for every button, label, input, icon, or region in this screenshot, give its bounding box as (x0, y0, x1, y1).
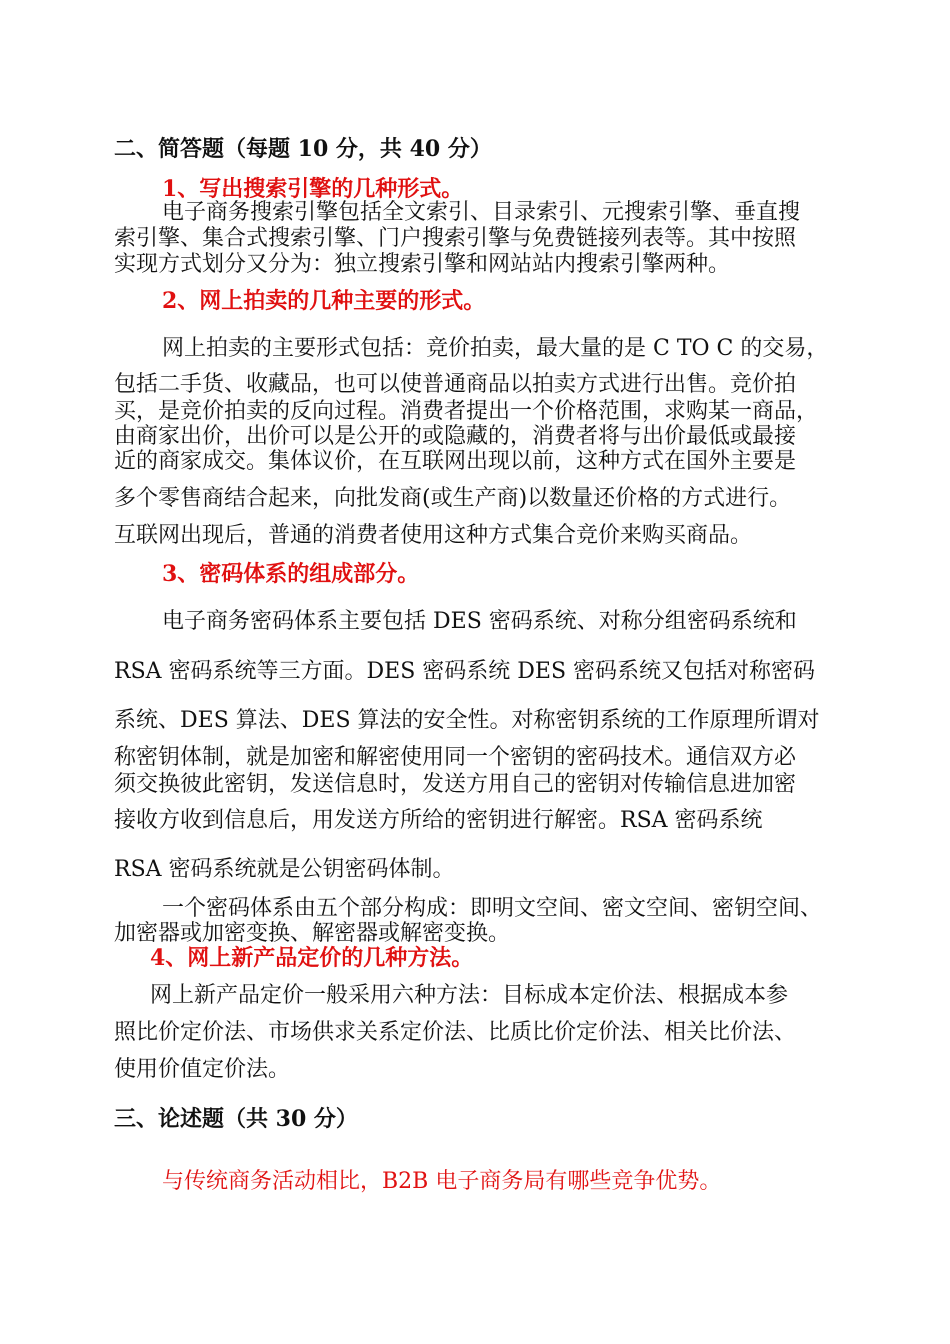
answer-2-line: 近的商家成交。集体议价，在互联网出现以前，这种方式在国外主要是 (114, 449, 797, 474)
answer-3-line: 须交换彼此密钥，发送信息时，发送方用自己的密钥对传输信息进加密 (114, 772, 797, 797)
answer-3-line: 加密器或加密变换、解密器或解密变换。 (114, 921, 511, 946)
answer-3-line: 接收方收到信息后，用发送方所给的密钥进行解密。RSA 密码系统 (114, 808, 763, 833)
question-4-title: 4、网上新产品定价的几种方法。 (150, 945, 474, 971)
answer-1-line: 实现方式划分又分为：独立搜索引擎和网站站内搜索引擎两种。 (114, 252, 731, 277)
section-2-heading: 二、简答题（每题 10 分，共 40 分） (114, 136, 492, 162)
answer-3-line: 系统、DES 算法、DES 算法的安全性。对称密钥系统的工作原理所谓对 (114, 708, 820, 733)
question-1-title: 1、写出搜索引擎的几种形式。 (162, 176, 464, 202)
answer-4-line: 照比价定价法、市场供求关系定价法、比质比价定价法、相关比价法、 (114, 1020, 797, 1045)
answer-1-line: 索引擎、集合式搜索引擎、门户搜索引擎与免费链接列表等。其中按照 (114, 226, 797, 251)
answer-4-line: 使用价值定价法。 (114, 1057, 291, 1082)
answer-2-line: 网上拍卖的主要形式包括：竞价拍卖，最大量的是 C TO C 的交易， (162, 336, 829, 361)
answer-3-line: 电子商务密码体系主要包括 DES 密码系统、对称分组密码系统和 (162, 609, 797, 634)
answer-2-line: 包括二手货、收藏品，也可以使普通商品以拍卖方式进行出售。竞价拍 (114, 372, 797, 397)
answer-3-line: RSA 密码系统就是公钥密码体制。 (114, 857, 455, 882)
question-2-title: 2、网上拍卖的几种主要的形式。 (162, 288, 486, 314)
answer-3-line: RSA 密码系统等三方面。DES 密码系统 DES 密码系统又包括对称密码 (114, 659, 816, 684)
question-3-title: 3、密码体系的组成部分。 (162, 561, 420, 587)
answer-1-line: 电子商务搜索引擎包括全文索引、目录索引、元搜索引擎、垂直搜 (162, 200, 801, 225)
answer-2-line: 买，是竞价拍卖的反向过程。消费者提出一个价格范围，求购某一商品， (114, 399, 819, 424)
answer-2-line: 互联网出现后，普通的消费者使用这种方式集合竞价来购买商品。 (114, 523, 753, 548)
answer-2-line: 多个零售商结合起来，向批发商(或生产商)以数量还价格的方式进行。 (114, 486, 792, 511)
answer-2-line: 由商家出价，出价可以是公开的或隐藏的，消费者将与出价最低或最接 (114, 424, 797, 449)
section-3-heading: 三、论述题（共 30 分） (114, 1106, 358, 1132)
essay-question: 与传统商务活动相比，B2B 电子商务局有哪些竞争优势。 (162, 1169, 722, 1194)
answer-3-line: 一个密码体系由五个部分构成：即明文空间、密文空间、密钥空间、 (162, 896, 823, 921)
answer-4-line: 网上新产品定价一般采用六种方法：目标成本定价法、根据成本参 (150, 983, 789, 1008)
answer-3-line: 称密钥体制，就是加密和解密使用同一个密钥的密码技术。通信双方必 (114, 745, 797, 770)
